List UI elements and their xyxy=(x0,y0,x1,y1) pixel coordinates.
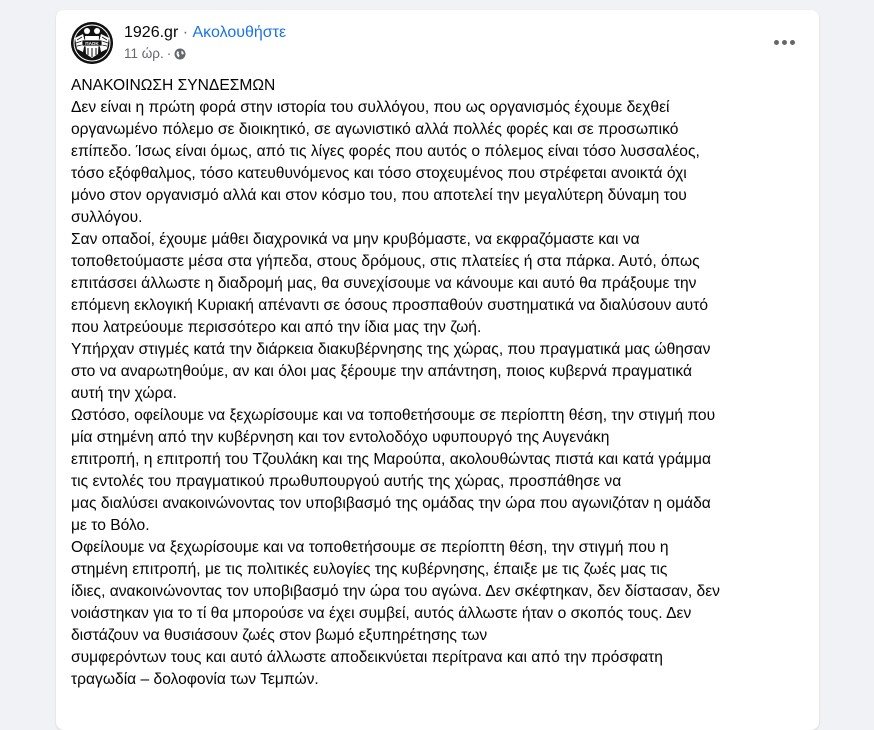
post-header xyxy=(71,22,771,66)
post-text-line: τοποθετούμαστε μέσα στα γήπεδα, στους δρόμους, στις πλατείες ή στα πάρκα. Αυτό, όπως xyxy=(71,253,700,270)
post-text-line: τραγωδία – δολοφονία των Τεμπών. xyxy=(71,671,319,688)
more-dot-icon xyxy=(774,40,779,45)
more-dot-icon xyxy=(790,40,795,45)
post-text-line: επιτάσσει άλλωστε η διαδρομή μας, θα συνεχίσουμε να κάνουμε και αυτό θα πράξουμε την xyxy=(71,275,697,292)
post-text-line: επίπεδο. Ίσως είναι όμως, από τις λίγες φορές που αυτός ο πόλεμος είναι τόσο λυσσαλέος, xyxy=(71,143,700,160)
post-text-line: οργανωμένο πόλεμο σε διοικητικό, σε αγωνιστικό αλλά πολλές φορές και σε προσωπικό xyxy=(71,121,679,138)
post-text-line: επιτροπή, η επιτροπή του Τζουλάκη και της Μαρούπα, ακολουθώντας πιστά και κατά γράμμα xyxy=(71,451,712,468)
post-card xyxy=(56,10,819,730)
post-text-line: με το Βόλο. xyxy=(71,517,150,534)
post-text-line: ίδιες, ανακοινώνοντας τον υποβιβασμό την ώρα του αγώνα. Δεν σκέφτηκαν, δεν δίστασαν, δεν xyxy=(71,583,720,600)
name-separator: · xyxy=(182,24,189,41)
page-name-link[interactable]: 1926.gr xyxy=(124,24,179,41)
page-avatar[interactable] xyxy=(71,22,113,64)
globe-icon xyxy=(174,48,186,60)
post-text-line: Δεν είναι η πρώτη φορά στην ιστορία του συλλόγου, που ως οργανισμός έχουμε δεχθεί xyxy=(71,99,670,116)
post-text-line: που λατρεύουμε περισσότερο και από την ίδια μας την ζωή. xyxy=(71,319,482,336)
post-text-line: επόμενη εκλογική Κυριακή απέναντι σε όσους προσπαθούν συστηματικά να διαλύσουν αυτό xyxy=(71,297,709,314)
post-text-line: Υπήρχαν στιγμές κατά την διάρκεια διακυβέρνησης της χώρας, που πραγματικά μας ώθησαν xyxy=(71,341,711,358)
post-text-line: μας διαλύσει ανακοινώνοντας τον υποβιβασμό της ομάδας την ώρα που αγωνιζόταν η ομάδα xyxy=(71,495,711,512)
avatar-text: ΠΑΟΚ xyxy=(85,41,99,46)
post-text-line: μόνο στον οργανισμό αλλά και στον κόσμο του, που αποτελεί την μεγαλύτερη δύναμη του xyxy=(71,187,687,204)
post-text-line: Οφείλουμε να ξεχωρίσουμε και να τοποθετήσουμε σε περίοπτη θέση, την στιγμή που η xyxy=(71,539,669,556)
post-timestamp[interactable]: 11 ώρ. xyxy=(124,46,164,61)
post-text-line: Σαν οπαδοί, έχουμε μάθει διαχρονικά να μην κρυβόμαστε, να εκφραζόμαστε και να xyxy=(71,231,640,248)
post-title: ΑΝΑΚΟΙΝΩΣΗ ΣΥΝΔΕΣΜΩΝ xyxy=(71,77,276,94)
post-text-line: αυτή την χώρα. xyxy=(71,385,177,402)
post-text-line: τις εντολές του πραγματικού πρωθυπουργού αυτής της χώρας, προσπάθησε να xyxy=(71,473,622,490)
post-text-line: διστάζουν να θυσιάσουν ζωές στον βωμό εξυπηρέτησης των xyxy=(71,627,488,644)
post-meta xyxy=(124,46,186,61)
post-text-line: μία στημένη από την κυβέρνηση και τον εντολοδόχο υφυπουργό της Αυγενάκη xyxy=(71,429,610,446)
author-line xyxy=(124,24,286,42)
more-options-button[interactable] xyxy=(769,32,799,52)
post-text-line: συλλόγου. xyxy=(71,209,143,226)
post-text-line: νοιάστηκαν για το τί θα μπορούσε να έχει συμβεί, αυτός άλλωστε ήταν ο σκοπός τους. Δεν xyxy=(71,605,692,622)
post-text-line: τόσο εξόφθαλμος, τόσο κατευθυνόμενος και τόσο στοχευμένος που στρέφεται ανοικτά όχι xyxy=(71,165,687,182)
double-headed-eagle-logo-icon xyxy=(71,22,113,64)
post-text-line: Ωστόσο, οφείλουμε να ξεχωρίσουμε και να τοποθετήσουμε σε περίοπτη θέση, την στιγμή που xyxy=(71,407,716,424)
more-dot-icon xyxy=(782,40,787,45)
post-text-line: στημένη επιτροπή, με τις πολιτικές ευλογίες της κυβέρνησης, έπαιξε με τις ζωές μας τις xyxy=(71,561,668,578)
post-text-line: συμφερόντων τους και αυτό άλλωστε αποδεικνύεται περίτρανα και από την πρόσφατη xyxy=(71,649,663,666)
meta-separator: · xyxy=(166,46,172,61)
post-text-line: στο να αναρωτηθούμε, αν και όλοι μας ξέρουμε την απάντηση, ποιος κυβερνά πραγματικά xyxy=(71,363,693,380)
post-body xyxy=(71,75,811,691)
follow-button[interactable]: Ακολουθήστε xyxy=(192,24,287,41)
